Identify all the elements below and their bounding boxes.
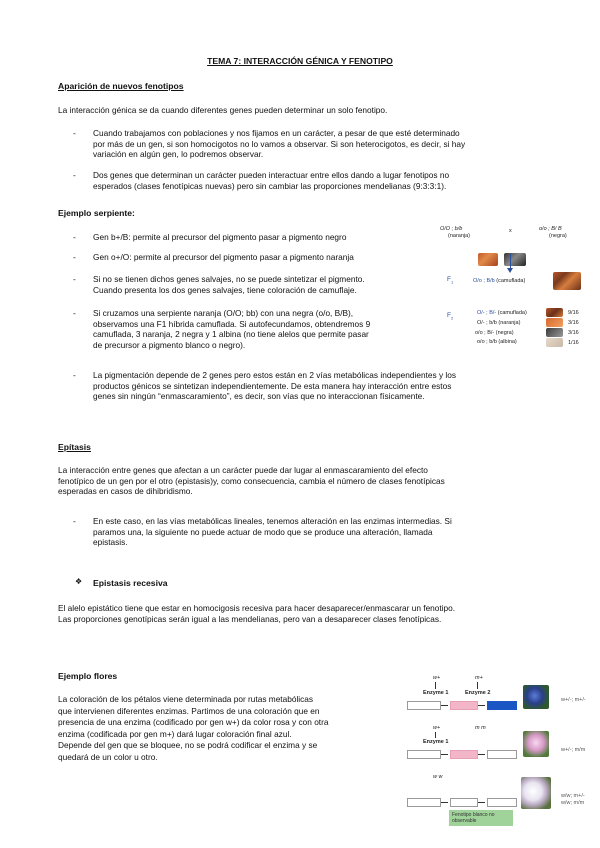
bullet-dos-genes: Dos genes que determinan un carácter pueden interactuar entre ellos dando a lugar fenotipos no esperados (clases fenotípicas nuevas) pero sin cambiar las proporciones mendelianas (9:3:3:1).: [93, 170, 450, 191]
gene-w-w-label: w w: [433, 774, 443, 780]
flores-text: La coloración de los pétalos viene determinada por rutas metabólicas que intervienen diferentes enzimas. Partimos de una coloración que en presencia de una enzima (codificado por gen w+) da color rosa y con otra enzima (codificada por gen m+) dará lugar coloración final azul. Depende del gen que se bloquee, no se podrá codificar el enzima y se quedará de un color u otro.: [58, 694, 329, 762]
epistasis-recesiva-text: El alelo epistático tiene que estar en homocigosis recesiva para hacer desaparecer/enmascarar un fenotipo. Las proporciones genotípicas serán igual a las mendelianas, pero van a desaparecer clases fenotípicas.: [58, 603, 456, 624]
f2-row: O/- ; b/b (naranja): [477, 320, 521, 326]
bullet-gen-o: Gen o+/O: permite al precursor del pigmento pasar a pigmento naranja: [93, 252, 354, 262]
camouflage-snake-image: [553, 272, 581, 290]
row2-genotype: w+/-; m/m: [561, 747, 586, 753]
empty-box-3b: [487, 798, 517, 807]
flower-pathway-diagram: [405, 675, 595, 835]
enzyme1-label: Enzyme 1: [423, 690, 449, 696]
section-heading-nuevos-fenotipos: Aparición de nuevos fenotipos: [58, 81, 184, 91]
enzyme1-label-2: Enzyme 1: [423, 739, 449, 745]
section-heading-flores: Ejemplo flores: [58, 671, 118, 681]
blue-pigment-box: [487, 701, 517, 710]
bullet-pigmentacion: La pigmentación depende de 2 genes pero estos están en 2 vías metabólicas independientes y los productos génicos se sintetizan independientemente. De esta manera hay interacción entre estos genes sin ningún “enmascaramiento”, es decir, son vías que no interaccionan físicamente.: [93, 370, 457, 402]
ratio-9-16: 9/16: [568, 310, 579, 316]
precursor-box: [407, 701, 441, 710]
arrow-down-head-icon: [507, 268, 513, 273]
intro-paragraph: La interacción génica se da cuando diferentes genes pueden determinar un solo fenotipo.: [58, 105, 388, 115]
parent-black-label: (negra): [549, 233, 567, 239]
f1-genotype: O/o ; B/b (camuflada): [473, 278, 526, 284]
row3-genotype-1: w/w; m+/-: [561, 793, 585, 799]
orange-snake-image: [478, 253, 498, 266]
diamond-bullet-icon: ❖: [75, 577, 83, 586]
bullet-vias-lineales: En este caso, en las vías metabólicas lineales, tenemos alteración en las enzimas intermedias. Si paramos una, la siguiente no puede actuar de modo que se produce una alteración, llamada epistasis.: [93, 516, 452, 548]
enzyme2-label: Enzyme 2: [465, 690, 491, 696]
ratio-3-16-orange: 3/16: [568, 320, 579, 326]
empty-box-3a: [450, 798, 478, 807]
row3-genotype-2: w/w; m/m: [561, 800, 585, 806]
ratio-1-16: 1/16: [568, 340, 579, 346]
pink-flower-image: [523, 731, 549, 757]
gene-m-m-label: m m: [475, 725, 486, 731]
f2-albino-image: [546, 338, 563, 347]
pink-pigment-box-2: [450, 750, 478, 759]
bullet-poblaciones: Cuando trabajamos con poblaciones y nos fijamos en un carácter, a pesar de que esté determinado por más de un gen, si son homocigotos no lo vamos a observar. Si son heterocigotos, es decir, si hay variación en algún gen, lo podremos observar.: [93, 128, 466, 160]
black-snake-image: [504, 253, 526, 266]
snake-cross-figure: [438, 226, 588, 356]
bullet-gen-b: Gen b+/B: permite al precursor del pigmento pasar a pigmento negro: [93, 232, 347, 242]
f2-black-image: [546, 328, 563, 337]
f2-camouflage-image: [546, 308, 563, 317]
gene-w-plus-label-2: w+: [433, 725, 441, 731]
f2-row: o/o ; B/- (negra): [475, 330, 514, 336]
parent-orange-label: (naranja): [448, 233, 471, 239]
f2-row: O/- ; B/- (camuflada): [477, 310, 527, 316]
epistasis-intro: La interacción entre genes que afectan a un carácter puede dar lugar al enmascaramiento del efecto fenotípico de un gen por el otro (epistasis)y, como consecuencia, cambia el número de clases fenotípicas esperadas en casos de dihibridismo.: [58, 465, 445, 497]
gene-m-plus-label: m+: [475, 675, 483, 681]
f1-label: $F_1$: [447, 276, 454, 285]
f2-orange-image: [546, 318, 563, 327]
parent-orange-genotype: O/O ; b/b: [440, 226, 463, 232]
white-flower-image: [521, 777, 551, 809]
ratio-3-16-black: 3/16: [568, 330, 579, 336]
gene-w-plus-label: w+: [433, 675, 441, 681]
pink-pigment-box: [450, 701, 478, 710]
page-title: TEMA 7: INTERACCIÓN GÉNICA Y FENOTIPO: [207, 56, 393, 66]
precursor-box-3: [407, 798, 441, 807]
parent-black-genotype: o/o ; B/ B: [539, 226, 562, 232]
f2-label: $F_2$: [447, 312, 454, 321]
blue-flower-image: [523, 685, 549, 709]
row1-genotype: w+/-; m+/-: [561, 697, 586, 703]
section-heading-epistasis: Epítasis: [58, 442, 91, 452]
cross-symbol: x: [509, 228, 512, 234]
bullet-sin-genes: Si no se tienen dichos genes salvajes, no se puede sintetizar el pigmento. Cuando presenta los dos genes salvajes, tiene coloración de camuflaje.: [93, 274, 365, 295]
precursor-box-2: [407, 750, 441, 759]
f2-row: o/o ; b/b (albina): [477, 339, 517, 345]
bullet-cruce: Si cruzamos una serpiente naranja (O/O; bb) con una negra (o/o, B/B), observamos una F1 híbrida camuflada. Si autofecundamos, obtendremos 9 camuflada, 3 naranja, 2 negra y 1 albina (no tiene alelos que permite pasar de precursor a pigmento blanco o negro).: [93, 308, 371, 350]
subheading-epistasis-recesiva: Epistasis recesiva: [93, 578, 168, 588]
phenotype-note: Fenotipo blanco no observable: [449, 810, 513, 826]
empty-box-2: [487, 750, 517, 759]
section-heading-serpiente: Ejemplo serpiente:: [58, 208, 135, 218]
